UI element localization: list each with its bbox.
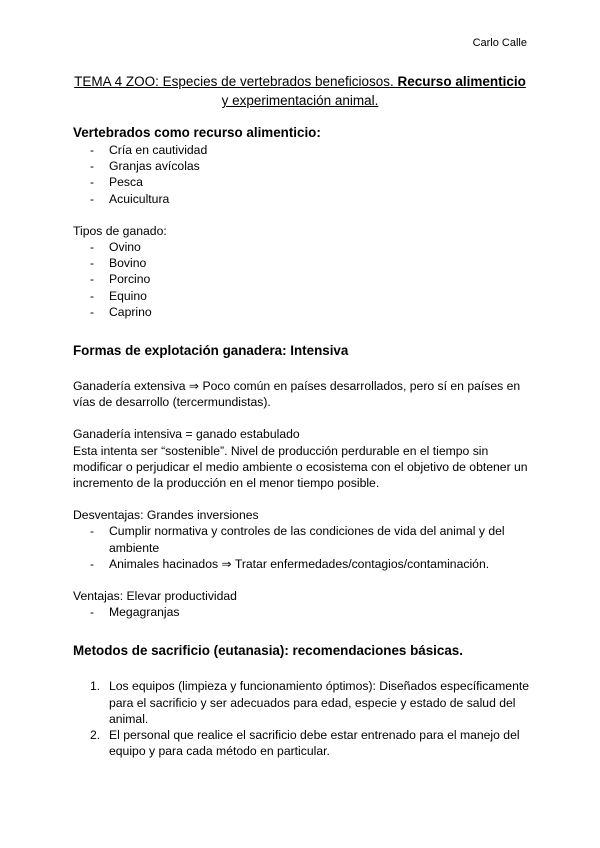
list-item: - Pesca: [73, 174, 530, 190]
list-item: - Ovino: [73, 239, 530, 255]
advantages-label: Ventajas: Elevar productividad: [73, 589, 237, 604]
list-item: - Equino: [73, 288, 530, 304]
document-title: [72, 72, 528, 110]
item-text: El personal que realice el sacrificio debe estar entrenado para el manejo del equipo y para cada método en particular.: [109, 728, 520, 759]
list-item: - Megagranjas: [73, 604, 530, 620]
list-item: - Porcino: [73, 271, 530, 287]
advantages-list: [73, 604, 530, 620]
author-name: Carlo Calle: [472, 37, 527, 49]
intensive-farming-description: Esta intenta ser “sostenible”. Nivel de producción perdurable en el tiempo sin modificar o perjudicar el medio ambiente o ecosistema con el objetivo de obtener un incremento de la producción en el menor tiempo posible.: [73, 443, 528, 491]
list-item: - Cría en cautividad: [73, 142, 530, 158]
sacrifice-recommendations-list: [73, 678, 530, 759]
intensive-farming-line: Ganadería intensiva = ganado estabulado: [73, 427, 300, 442]
item-number: 2.: [90, 728, 101, 743]
list-item: [73, 727, 530, 759]
list-item: - Animales hacinados ⇒ Tratar enfermedades/contagios/contaminación.: [73, 556, 530, 572]
list-item: [73, 678, 530, 727]
heading-farming: Formas de explotación ganadera: Intensiva: [73, 343, 349, 359]
list-item: - Acuicultura: [73, 191, 530, 207]
list-item: - Cumplir normativa y controles de las condiciones de vida del animal y del ambiente: [73, 523, 530, 555]
list-item: - Caprino: [73, 304, 530, 320]
item-number: 1.: [90, 679, 101, 694]
list-item: - Bovino: [73, 255, 530, 271]
title-part-3: y experimentación animal.: [221, 93, 379, 108]
disadvantages-list: [73, 523, 530, 572]
list-item: - Granjas avícolas: [73, 158, 530, 174]
heading-food-resource: Vertebrados como recurso alimenticio:: [73, 125, 321, 140]
title-part-2: Recurso alimenticio: [397, 74, 526, 89]
disadvantages-label: Desventajas: Grandes inversiones: [73, 508, 259, 523]
item-text: Los equipos (limpieza y funcionamiento óptimos): Diseñados específicamente para el sacrificio y ser adecuados para edad, especie y estado de salud del animal.: [109, 679, 530, 726]
livestock-label: Tipos de ganado:: [73, 223, 167, 238]
title-part-1: TEMA 4 ZOO: Especies de vertebrados beneficiosos.: [74, 74, 398, 89]
livestock-list: [73, 239, 530, 320]
heading-sacrifice-methods: Metodos de sacrificio (eutanasia): recomendaciones básicas.: [73, 643, 463, 659]
food-resource-list: [73, 142, 530, 207]
document-body: [73, 124, 530, 759]
extensive-farming-text: Ganadería extensiva ⇒ Poco común en países desarrollados, pero sí en países en vías de desarrollo (tercermundistas).: [73, 379, 521, 410]
